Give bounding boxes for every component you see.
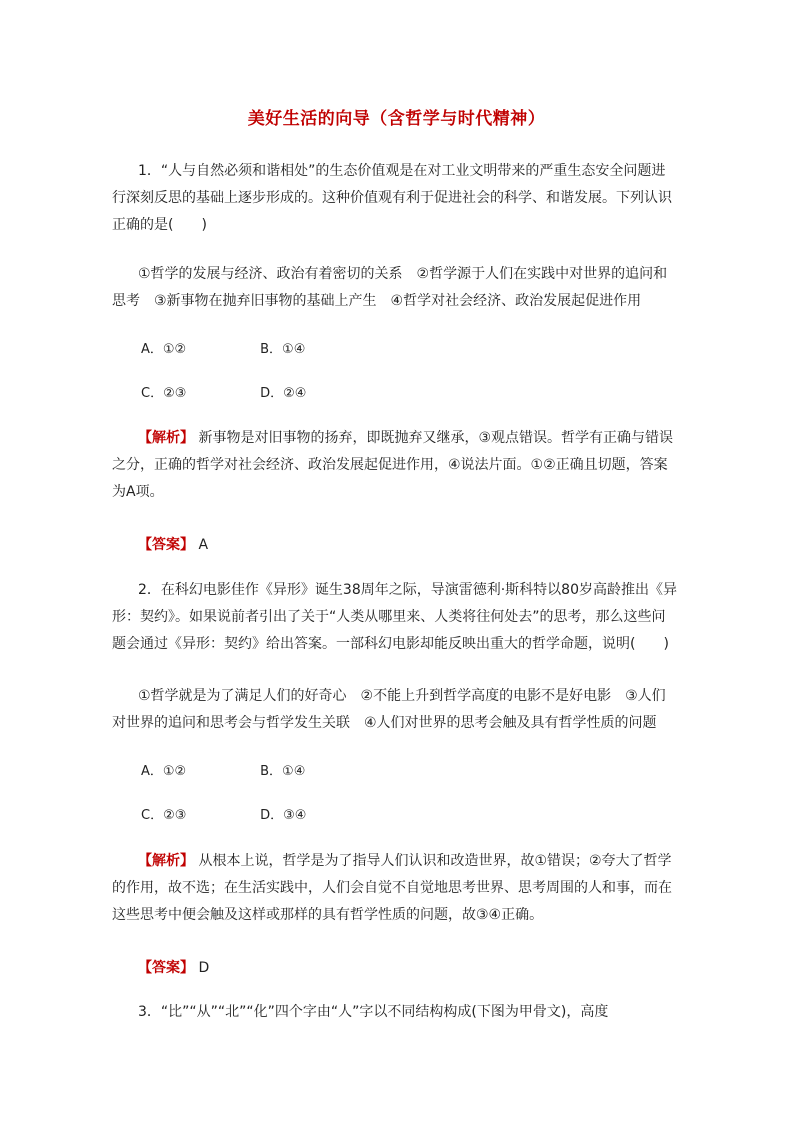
- question-2-stem: [112, 577, 682, 658]
- question-1-analysis: [112, 425, 682, 506]
- option-a: A．①②: [141, 342, 187, 357]
- text-line: 为A项。: [112, 484, 164, 500]
- page-title: 美好生活的向导（含哲学与时代精神）: [247, 109, 546, 129]
- text-line: 对世界的追问和思考会与哲学发生关联 ④人们对世界的思考会触及具有哲学性质的问题: [112, 715, 657, 731]
- text-line: 这些思考中便会触及这样或那样的具有哲学性质的问题，故③④正确。: [112, 907, 544, 923]
- question-3-stem: [112, 999, 682, 1026]
- question-1-answer: [112, 532, 682, 559]
- text-line: 3．“比”“从”“北”“化”四个字由“人”字以不同结构构成(下图为甲骨文)，高度: [138, 1004, 609, 1020]
- option-b: B．①④: [260, 342, 306, 357]
- question-1-stem: [112, 158, 682, 239]
- text-line: [112, 425, 682, 452]
- text-line: 2．在科幻电影佳作《异形》诞生38周年之际，导演雷德利·斯科特以80岁高龄推出《异: [138, 582, 677, 598]
- text-line: 的作用，故不选；在生活实践中，人们会自觉不自觉地思考世界、思考周围的人和事，而在: [112, 880, 672, 896]
- option-b: B．①④: [260, 764, 306, 779]
- text-line: [112, 532, 682, 559]
- analysis-tag: 【解析】: [138, 430, 194, 446]
- analysis-tag: 【解析】: [138, 853, 194, 869]
- question-1-items: [112, 261, 682, 315]
- question-1-options-row-2: [141, 384, 306, 404]
- answer-tag: 【答案】: [138, 960, 194, 976]
- analysis-text: 新事物是对旧事物的扬弃，即既抛弃又继承，③观点错误。哲学有正确与错误: [198, 430, 674, 446]
- text-line: 思考 ③新事物在抛弃旧事物的基础上产生 ④哲学对社会经济、政治发展起促进作用: [112, 293, 642, 309]
- analysis-text: 从根本上说，哲学是为了指导人们认识和改造世界，故①错误；②夸大了哲学: [198, 853, 672, 869]
- question-2-options-row-1: [141, 762, 305, 782]
- text-line: ①哲学就是为了满足人们的好奇心 ②不能上升到哲学高度的电影不是好电影 ③人们: [138, 688, 666, 704]
- question-2-items: [112, 683, 682, 737]
- question-2-options-row-2: [141, 806, 306, 826]
- option-c: C．②③: [141, 386, 187, 401]
- text-line: 1．“人与自然必须和谐相处”的生态价值观是在对工业文明带来的严重生态安全问题进: [138, 163, 666, 179]
- question-2-analysis: [112, 848, 682, 929]
- option-c: C．②③: [141, 808, 187, 823]
- text-line: 正确的是( ): [112, 217, 207, 233]
- text-line: ①哲学的发展与经济、政治有着密切的关系 ②哲学源于人们在实践中对世界的追问和: [138, 266, 668, 282]
- option-a: A．①②: [141, 764, 187, 779]
- text-line: [112, 848, 682, 875]
- question-2-answer: [112, 955, 682, 982]
- answer-tag: 【答案】: [138, 537, 194, 553]
- text-line: [112, 955, 682, 982]
- text-line: 题会通过《异形：契约》给出答案。一部科幻电影却能反映出重大的哲学命题，说明( ): [112, 636, 669, 652]
- answer-value: D: [198, 960, 210, 976]
- answer-value: A: [198, 537, 209, 553]
- text-line: 之分，正确的哲学对社会经济、政治发展起促进作用，④说法片面。①②正确且切题，答案: [112, 457, 668, 473]
- text-line: 行深刻反思的基础上逐步形成的。这种价值观有利于促进社会的科学、和谐发展。下列认识: [112, 190, 672, 206]
- text-line: 形：契约》。如果说前者引出了关于“人类从哪里来、人类将往何处去”的思考，那么这些问: [112, 609, 666, 625]
- option-d: D．③④: [260, 808, 307, 823]
- option-d: D．②④: [260, 386, 307, 401]
- question-1-options-row-1: [141, 340, 305, 360]
